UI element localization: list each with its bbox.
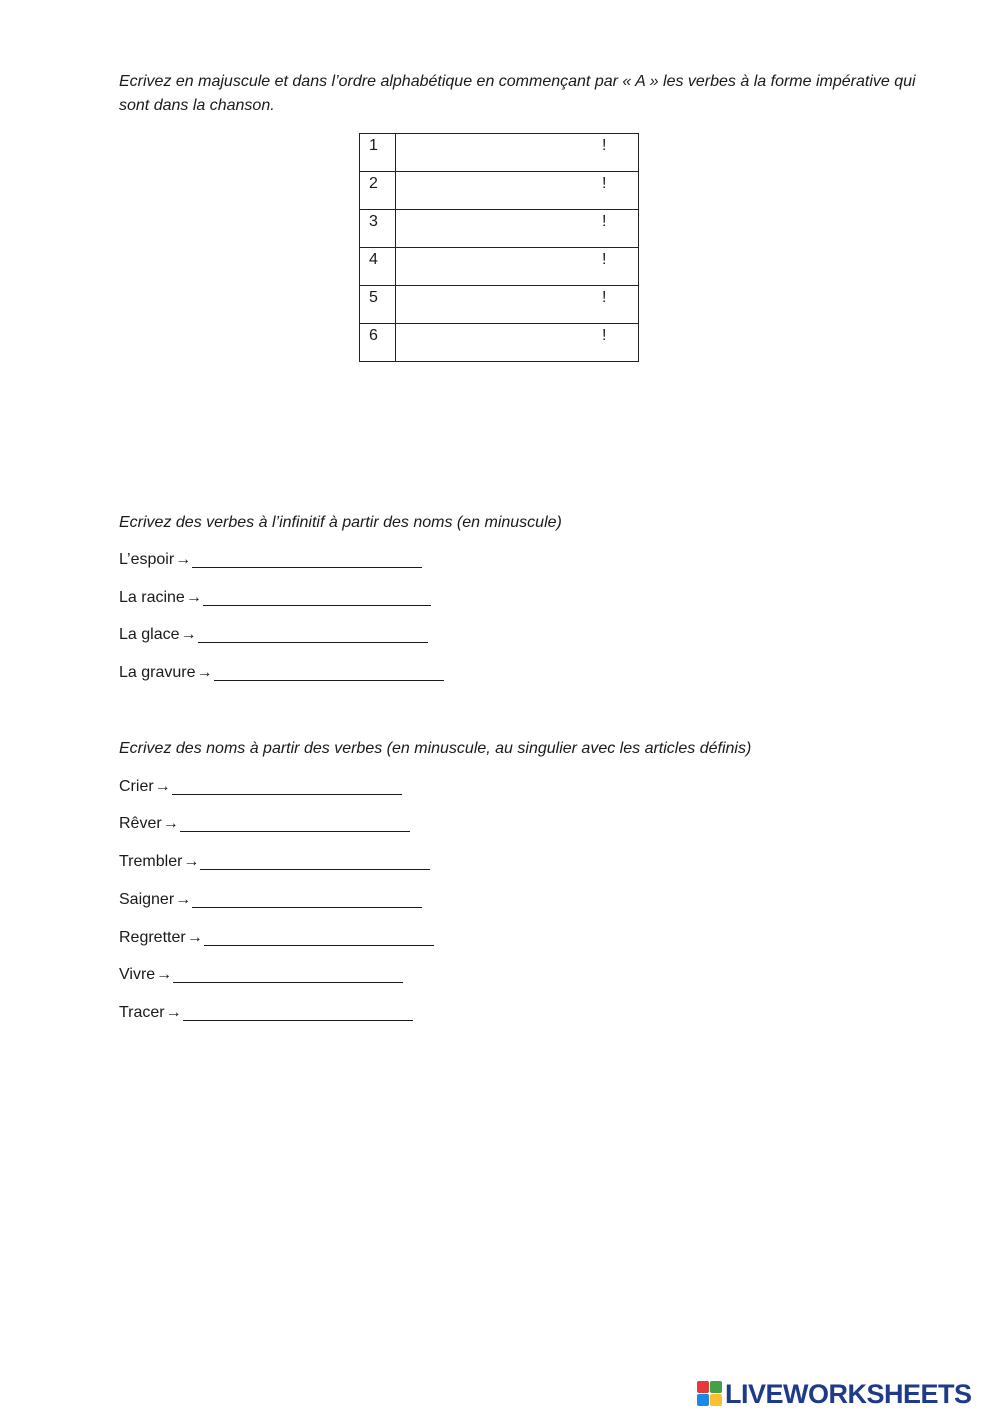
- table-row: [360, 134, 639, 172]
- arrow-icon: →: [180, 626, 197, 643]
- imperative-verbs-table: [359, 133, 639, 362]
- answer-input-3[interactable]: [400, 214, 600, 238]
- answer-blank[interactable]: [204, 923, 434, 946]
- liveworksheets-logo: [697, 1378, 972, 1410]
- exclamation-mark: !: [602, 175, 607, 192]
- arrow-icon: →: [186, 929, 203, 946]
- answer-input-4[interactable]: [400, 252, 600, 276]
- answer-blank[interactable]: [192, 885, 422, 908]
- arrow-icon: →: [196, 664, 213, 681]
- list-item: [119, 963, 403, 987]
- item-label: Regretter: [119, 929, 186, 946]
- list-item: [119, 850, 430, 874]
- answer-input-1[interactable]: [400, 138, 600, 162]
- answer-blank[interactable]: [173, 960, 403, 983]
- table-row: [360, 286, 639, 324]
- answer-blank[interactable]: [214, 658, 444, 681]
- exclamation-mark: !: [602, 327, 607, 344]
- row-number: 3: [360, 210, 396, 248]
- answer-blank[interactable]: [183, 998, 413, 1021]
- list-item: [119, 586, 431, 610]
- arrow-icon: →: [165, 1004, 182, 1021]
- item-label: Crier: [119, 778, 154, 795]
- item-label: La racine: [119, 589, 185, 606]
- list-item: [119, 812, 410, 836]
- answer-blank[interactable]: [172, 772, 402, 795]
- exclamation-mark: !: [602, 251, 607, 268]
- table-row: [360, 324, 639, 362]
- exclamation-mark: !: [602, 213, 607, 230]
- row-number: 2: [360, 172, 396, 210]
- item-label: Rêver: [119, 815, 162, 832]
- row-number: 6: [360, 324, 396, 362]
- arrow-icon: →: [156, 966, 173, 983]
- table-row: [360, 210, 639, 248]
- list-item: [119, 888, 422, 912]
- list-item: [119, 926, 434, 950]
- answer-blank[interactable]: [192, 545, 422, 568]
- exclamation-mark: !: [602, 289, 607, 306]
- arrow-icon: →: [175, 891, 192, 908]
- answer-blank[interactable]: [180, 809, 410, 832]
- arrow-icon: →: [185, 589, 202, 606]
- list-item: [119, 661, 444, 685]
- item-label: La gravure: [119, 664, 196, 681]
- arrow-icon: →: [162, 815, 179, 832]
- item-label: Tracer: [119, 1004, 165, 1021]
- row-number: 4: [360, 248, 396, 286]
- arrow-icon: →: [175, 551, 192, 568]
- list-item: [119, 775, 402, 799]
- logo-text: LIVEWORKSHEETS: [725, 1378, 972, 1409]
- section3-instruction: Ecrivez des noms à partir des verbes (en minuscule, au singulier avec les articles définis): [119, 740, 752, 757]
- arrow-icon: →: [183, 853, 200, 870]
- answer-input-5[interactable]: [400, 290, 600, 314]
- list-item: [119, 623, 428, 647]
- row-number: 1: [360, 134, 396, 172]
- liveworksheets-logo-icon: [697, 1381, 723, 1407]
- answer-input-2[interactable]: [400, 176, 600, 200]
- answer-blank[interactable]: [198, 620, 428, 643]
- item-label: Saigner: [119, 891, 175, 908]
- item-label: Trembler: [119, 853, 183, 870]
- item-label: La glace: [119, 626, 180, 643]
- table-row: [360, 172, 639, 210]
- row-number: 5: [360, 286, 396, 324]
- exclamation-mark: !: [602, 137, 607, 154]
- section1-instruction: Ecrivez en majuscule et dans l’ordre alphabétique en commençant par « A » les verbes à la forme impérative qui sont dans la chanson.: [119, 73, 916, 114]
- list-item: [119, 1001, 413, 1025]
- table-row: [360, 248, 639, 286]
- arrow-icon: →: [154, 778, 171, 795]
- list-item: [119, 548, 422, 572]
- section2-instruction: Ecrivez des verbes à l’infinitif à partir des noms (en minuscule): [119, 514, 562, 531]
- answer-blank[interactable]: [200, 847, 430, 870]
- answer-blank[interactable]: [203, 583, 431, 606]
- item-label: Vivre: [119, 966, 156, 983]
- answer-input-6[interactable]: [400, 328, 600, 352]
- item-label: L’espoir: [119, 551, 175, 568]
